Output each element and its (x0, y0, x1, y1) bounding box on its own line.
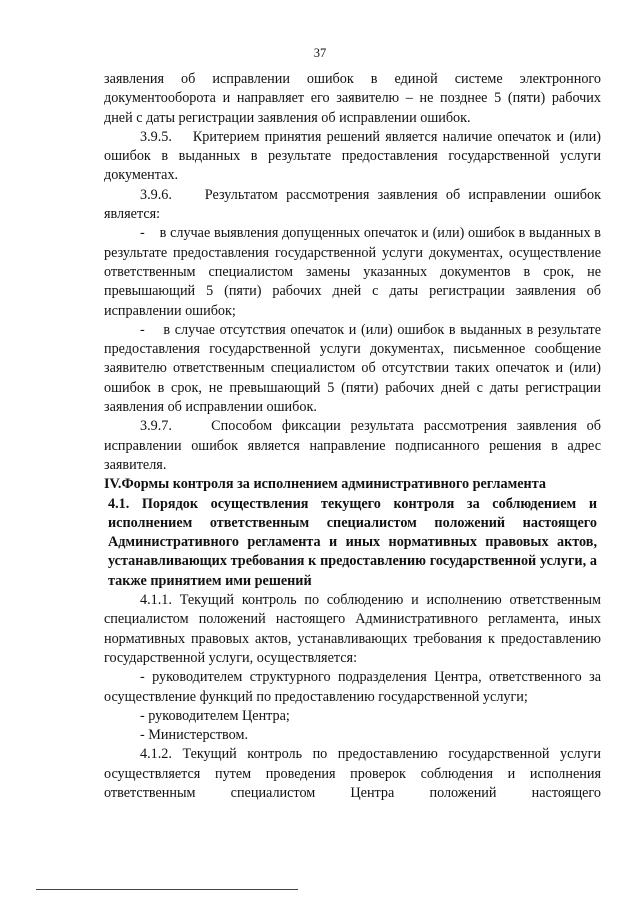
list-item-ministry: - Министерством. (140, 727, 248, 744)
paragraph-3-9-6: 3.9.6. Результатом рассмотрения заявления об исправлении ошибок является: (104, 186, 601, 223)
paragraph-continuation: заявления об исправлении ошибок в единой системе электронного документооборота и направляет его заявителю – не позднее 5 (пяти) рабочих дней с даты регистрации заявления об исправлении ошибок. (104, 71, 601, 126)
footnote-divider (36, 889, 298, 890)
list-item-no-errors: - в случае отсутствия опечаток и (или) ошибок в выданных в результате предоставления государственной услуги документах, письменное сообщение заявителю ответственным специалистом об отсутствии таких опечаток и (или) ошибок в срок, не превышающий 5 (пяти) рабочих дней с даты регистрации заявления об исправлении ошибок. (104, 321, 601, 416)
paragraph-3-9-5: 3.9.5. Критерием принятия решений является наличие опечаток и (или) ошибок в выданных в результате предоставления государственной услуги документах. (104, 128, 601, 184)
page-body (104, 70, 601, 803)
paragraph-4-1-1: 4.1.1. Текущий контроль по соблюдению и исполнению ответственным специалистом положений настоящего Административного регламента, иных нормативных правовых актов, устанавливающих требования к предоставлению государственной услуги, осуществляется: (104, 592, 601, 666)
section-heading: IV.Формы контроля за исполнением административного регламента (104, 476, 546, 493)
paragraph-4-1-2: 4.1.2. Текущий контроль по предоставлению государственной услуги осуществляется путем проведения проверок соблюдения и исполнения ответственным специалистом Центра положений настоящего (104, 746, 601, 801)
paragraph-3-9-7: 3.9.7. Способом фиксации результата рассмотрения заявления об исправлении ошибок является направление подписанного решения в адрес заявителя. (104, 418, 601, 473)
list-item-errors-found: - в случае выявления допущенных опечаток и (или) ошибок в выданных в результате предоставления государственной услуги документах, осуществление ответственным специалистом замены указанных документов в срок, не превышающий 5 (пяти) рабочих дней с даты регистрации заявления об исправлении ошибок; (104, 225, 601, 319)
list-item-department-head: - руководителем структурного подразделения Центра, ответственного за осуществление функций по предоставлению государственной услуги; (104, 669, 601, 705)
page-number: 37 (313, 46, 327, 60)
subsection-heading: 4.1. Порядок осуществления текущего контроля за соблюдением и исполнением ответственным специалистом положений настоящего Административного регламента и иных нормативных правовых актов, устанавливающих требования к предоставлению государственной услуги, а также принятием ими решений (108, 495, 597, 589)
list-item-center-head: - руководителем Центра; (140, 707, 290, 724)
